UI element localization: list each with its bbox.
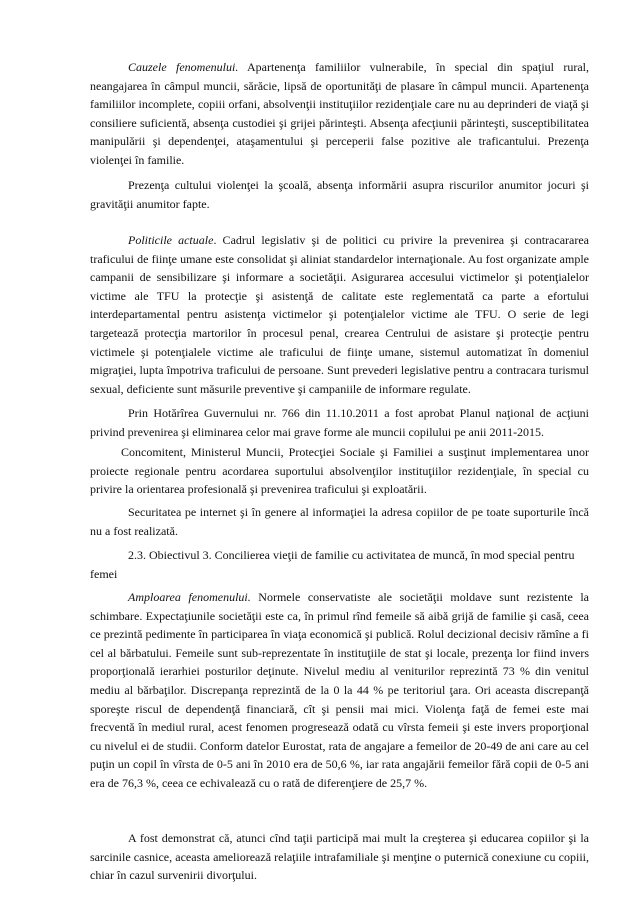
paragraph-text: . Cadrul legislativ şi de politici cu privire la prevenirea şi contracararea traficului de fiinţe umane este consolidat şi aliniat standardelor internaţionale. Au fost organizate ample campanii de sensibilizare şi informare a societăţii. Asigurarea accesului victimelor şi potenţialelor victime ale TFU la protecţie şi asistenţă de calitate este reglementată ca parte a efortului interdepartamental pentru asistenţa victimelor şi potenţialelor victime ale TFU. O serie de legi targetează protecţia martorilor în procesul penal, crearea Centrului de asistare şi protecţie pentru victimele şi potenţialele victime ale traficului de fiinţe umane, sistemul automatizat în domeniul migraţiei, lupta împotriva traficului de persoane. Sunt prevederi legislative pentru a contracara turismul sexual, deficiente sunt măsurile preventive şi campaniile de informare regulate. bbox=[90, 233, 589, 396]
paragraph-phenomenon-scale bbox=[90, 588, 589, 793]
paragraph-text: A fost demonstrat că, atunci cînd taţii participă mai mult la creşterea şi educarea copiilor şi la sarcinile casnice, aceasta ameliorează relaţiile intrafamiliale şi menţine o puternică conexiune cu copiii, chiar în cazul survenirii divorţului. bbox=[90, 831, 589, 883]
paragraph-text: Concomitent, Ministerul Muncii, Protecţiei Sociale şi Familiei a susţinut implementarea unor proiecte regionale pentru acordarea suportului absolvenţilor instituţiilor rezidenţiale, în special cu privire la orientarea profesională şi prevenirea traficului şi exploatării. bbox=[90, 445, 589, 497]
paragraph-lead: Amploarea fenomenului. bbox=[128, 590, 251, 604]
paragraph-lead: Politicile actuale bbox=[128, 233, 214, 247]
paragraph-causes bbox=[90, 58, 589, 170]
section-heading-text: 2.3. Obiectivul 3. Concilierea vieţii de familie cu activitatea de muncă, în mod special pentru femei bbox=[90, 548, 575, 581]
paragraph-internet-security bbox=[90, 503, 589, 540]
paragraph-lead: Cauzele fenomenului. bbox=[128, 60, 239, 74]
paragraph-text: Apartenenţa familiilor vulnerabile, în special din spaţiul rural, neangajarea în câmpul muncii, sărăcie, lipsă de oportunităţi de plasare în câmpul muncii. Apartenenţa familiilor incomplete, copiii orfani, absolvenţii instituţiilor rezidenţiale care nu au deprinderi de viaţă şi consiliere suficientă, absenţa custodiei şi grijei părinteşti. Absenţa afecţiunii părinteşti, susceptibilitatea manipulării şi dependenţei, ataşamentului şi perceperii false pozitive ale traficantului. Prezenţa violenţei în familie. bbox=[90, 60, 589, 167]
paragraph-text: Prezenţa cultului violenţei la şcoală, absenţa informării asupra riscurilor anumitor jocuri şi gravităţii anumitor fapte. bbox=[90, 178, 589, 211]
paragraph-current-policies bbox=[90, 231, 589, 398]
paragraph-ministry-projects bbox=[90, 443, 589, 499]
paragraph-violence-school bbox=[90, 176, 589, 213]
paragraph-government-decision bbox=[90, 404, 589, 441]
paragraph-fathers-participation bbox=[90, 829, 589, 885]
section-heading bbox=[90, 546, 589, 583]
paragraph-text: Securitatea pe internet şi în genere al informaţiei la adresa copiilor de pe toate suporturile încă nu a fost realizată. bbox=[90, 505, 589, 538]
paragraph-text: Prin Hotărîrea Guvernului nr. 766 din 11.10.2011 a fost aprobat Planul naţional de acţiuni privind prevenirea şi eliminarea celor mai grave forme ale muncii copilului pe anii 2011-2015. bbox=[90, 406, 589, 439]
paragraph-text: Normele conservatiste ale societăţii moldave sunt rezistente la schimbare. Expectaţiunile societăţii este ca, în primul rînd femeile să aibă grijă de familie şi casă, ceea ce prezintă pedimente în participarea în viaţa economică şi publică. Rolul decizional decisiv rămîne a fi cel al bărbatului. Femeile sunt sub-reprezentate în instituţiile de stat şi locale, prezenţa lor fiind invers proporţională ierarhiei posturilor deţinute. Nivelul mediu al veniturilor reprezintă 73 % din venitul mediu al bărbaţilor. Discrepanţa reprezintă de la 0 la 44 % pe teritoriul ţara. Ori aceasta discrepanţă sporeşte riscul de dependenţă financiară, cît şi pensii mai mici. Violenţa faţă de femei este mai frecventă în mediul rural, acest fenomen progresează odată cu vîrsta femeii şi este invers proporţional cu nivelul ei de studii. Conform datelor Eurostat, rata de angajare a femeilor de 20-49 de ani care au cel puţin un copil în vîrsta de 0-5 ani în 2010 era de 50,6 %, iar rata angajării femeilor fără copii de 0-5 ani era de 76,3 %, ceea ce echivalează cu o rată de diferenţiere de 25,7 %. bbox=[90, 590, 589, 790]
